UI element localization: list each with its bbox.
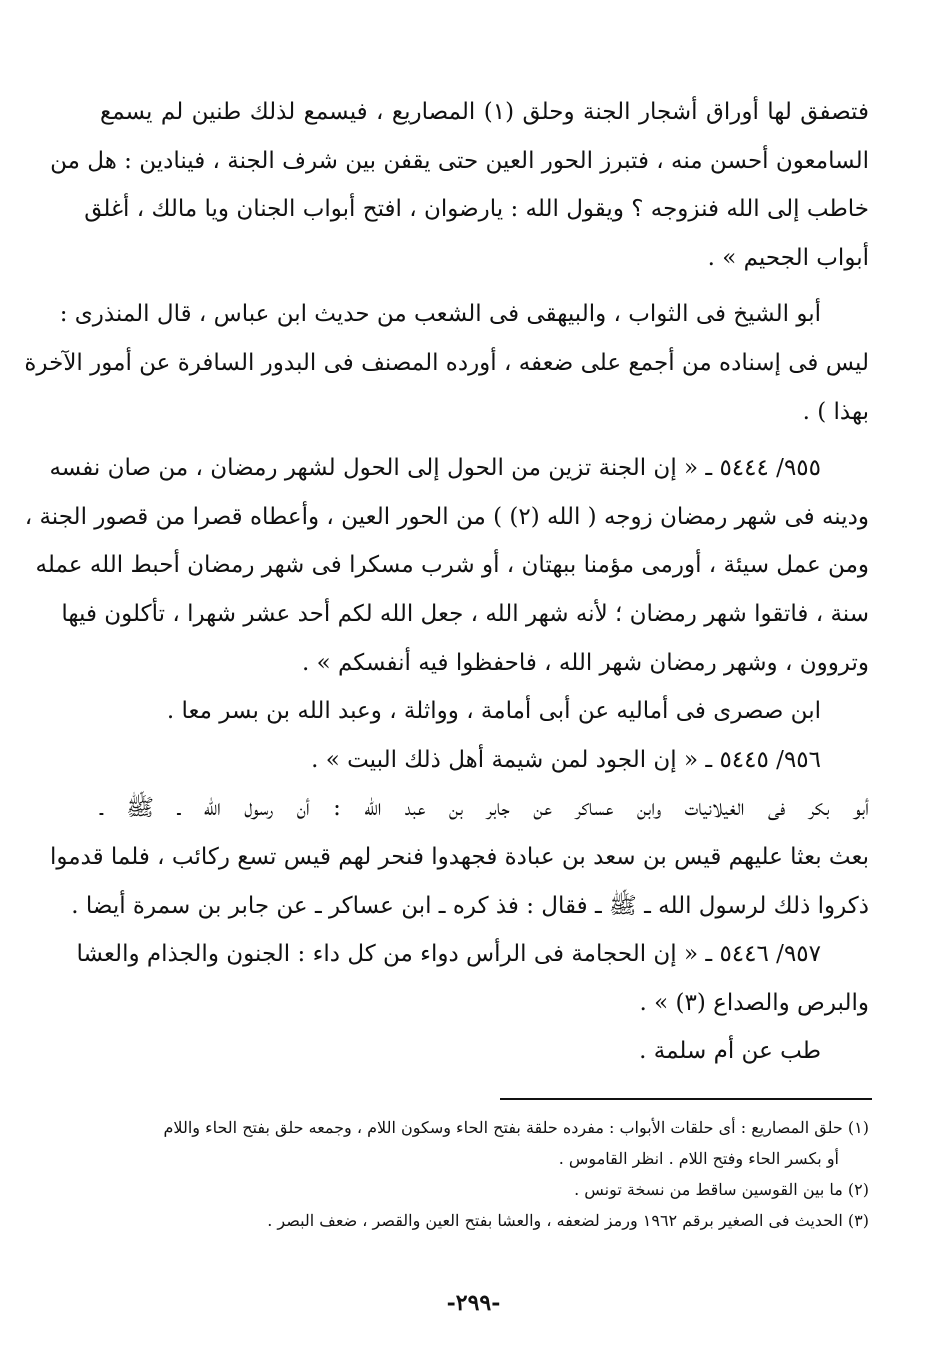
paragraph-hadith-continuation [50, 88, 869, 282]
main-text [24, 88, 869, 1076]
text-line: ليس فى إسناده من أجمع على ضعفه ، أورده المصنف فى البدور السافرة عن أمور الآخرة [24, 349, 869, 376]
text-line: ومن عمل سيئة ، أورمى مؤمنا ببهتان ، أو شرب مسكرا فى شهر رمضان أحبط الله عمله [35, 552, 869, 579]
paragraph-source-957 [100, 1027, 869, 1076]
text-line: طب عن أم سلمة . [639, 1038, 821, 1065]
text-line: والبرص والصداع (٣) » . [639, 989, 869, 1016]
footnote-2: (٢) ما بين القوسين ساقط من نسخة تونس . [574, 1180, 869, 1199]
footnote-3: (٣) الحديث فى الصغير برقم ١٩٦٢ ورمز لضعفه ، والعشا بفتح العين والقصر ، ضعف البصر . [267, 1211, 869, 1230]
text-line: بعث بعثا عليهم قيس بن سعد بن عبادة فجهدوا فنحر لهم قيس تسع ركائب ، فلما قدموا [49, 843, 869, 870]
text-line: ٩٥٥/ ٥٤٤٤ ـ « إن الجنة تزين من الحول إلى الحول لشهر رمضان ، من صان نفسه [49, 455, 821, 482]
footnotes [100, 1112, 869, 1236]
text-line: بهذا ) . [802, 398, 869, 425]
page-number: -٢٩٩- [446, 1290, 501, 1316]
text-line: سنة ، فاتقوا شهر رمضان ؛ لأنه شهر الله ، جعل الله لكم أحد عشر شهرا ، تأكلون فيها [61, 600, 869, 627]
text-line: أبواب الجحيم » . [707, 244, 869, 271]
paragraph-hadith-955 [24, 444, 869, 687]
text-line: أبو الشيخ فى الثواب ، والبيهقى فى الشعب من حديث ابن عباس ، قال المنذرى : [59, 301, 821, 328]
text-line: وتروون ، وشهر رمضان شهر الله ، فاحفظوا فيه أنفسكم » . [301, 649, 869, 676]
text-line: ٩٥٦/ ٥٤٤٥ ـ « إن الجود لمن شيمة أهل ذلك البيت » . [311, 746, 821, 773]
paragraph-source-note [24, 290, 869, 436]
text-line: ذكروا ذلك لرسول الله ـ ﷺ ـ فقال : فذ كره ـ ابن عساكر ـ عن جابر بن سمرة أيضا . [71, 892, 869, 919]
text-line: فتصفق لها أوراق أشجار الجنة وحلق (١) المصاريع ، فيسمع لذلك طنين لم يسمع [100, 99, 869, 125]
paragraph-source-956 [49, 784, 869, 930]
text-line: أبو بكر فى الغيلانيات وابن عساكر عن جابر بن عبد الله : أن رسول الله ـ ﷺ ـ [100, 795, 869, 822]
text-line: ٩٥٧/ ٥٤٤٦ ـ « إن الحجامة فى الرأس دواء من كل داء : الجنون والجذام والعشا [76, 941, 821, 968]
text-line: ابن صصرى فى أماليه عن أبى أمامة ، وواثلة ، وعبد الله بن بسر معا . [166, 698, 821, 725]
text-line: خاطب إلى الله فنزوجه ؟ ويقول الله : يارضوان ، افتح أبواب الجنان ويا مالك ، أغلق [84, 196, 869, 223]
paragraph-source-955 [100, 687, 869, 736]
paragraph-hadith-957 [76, 930, 869, 1027]
text-line: ودينه فى شهر رمضان زوجه ( الله (٢) ) من الحور العين ، وأعطاه قصرا من قصور الجنة ، [24, 503, 869, 530]
footnote-divider [500, 1098, 872, 1100]
footnote-1: (١) حلق المصاريع : أى حلقات الأبواب : مفرده حلقة بفتح الحاء وسكون اللام ، وجمعه حلق بفتح الحاء واللام [163, 1118, 869, 1137]
text-line: السامعون أحسن منه ، فتبرز الحور العين حتى يقفن بين شرف الجنة ، فينادين : هل من [50, 147, 869, 174]
paragraph-hadith-956 [100, 736, 869, 785]
footnote-1-continuation: أو بكسر الحاء وفتح اللام . انظر القاموس . [558, 1149, 839, 1168]
